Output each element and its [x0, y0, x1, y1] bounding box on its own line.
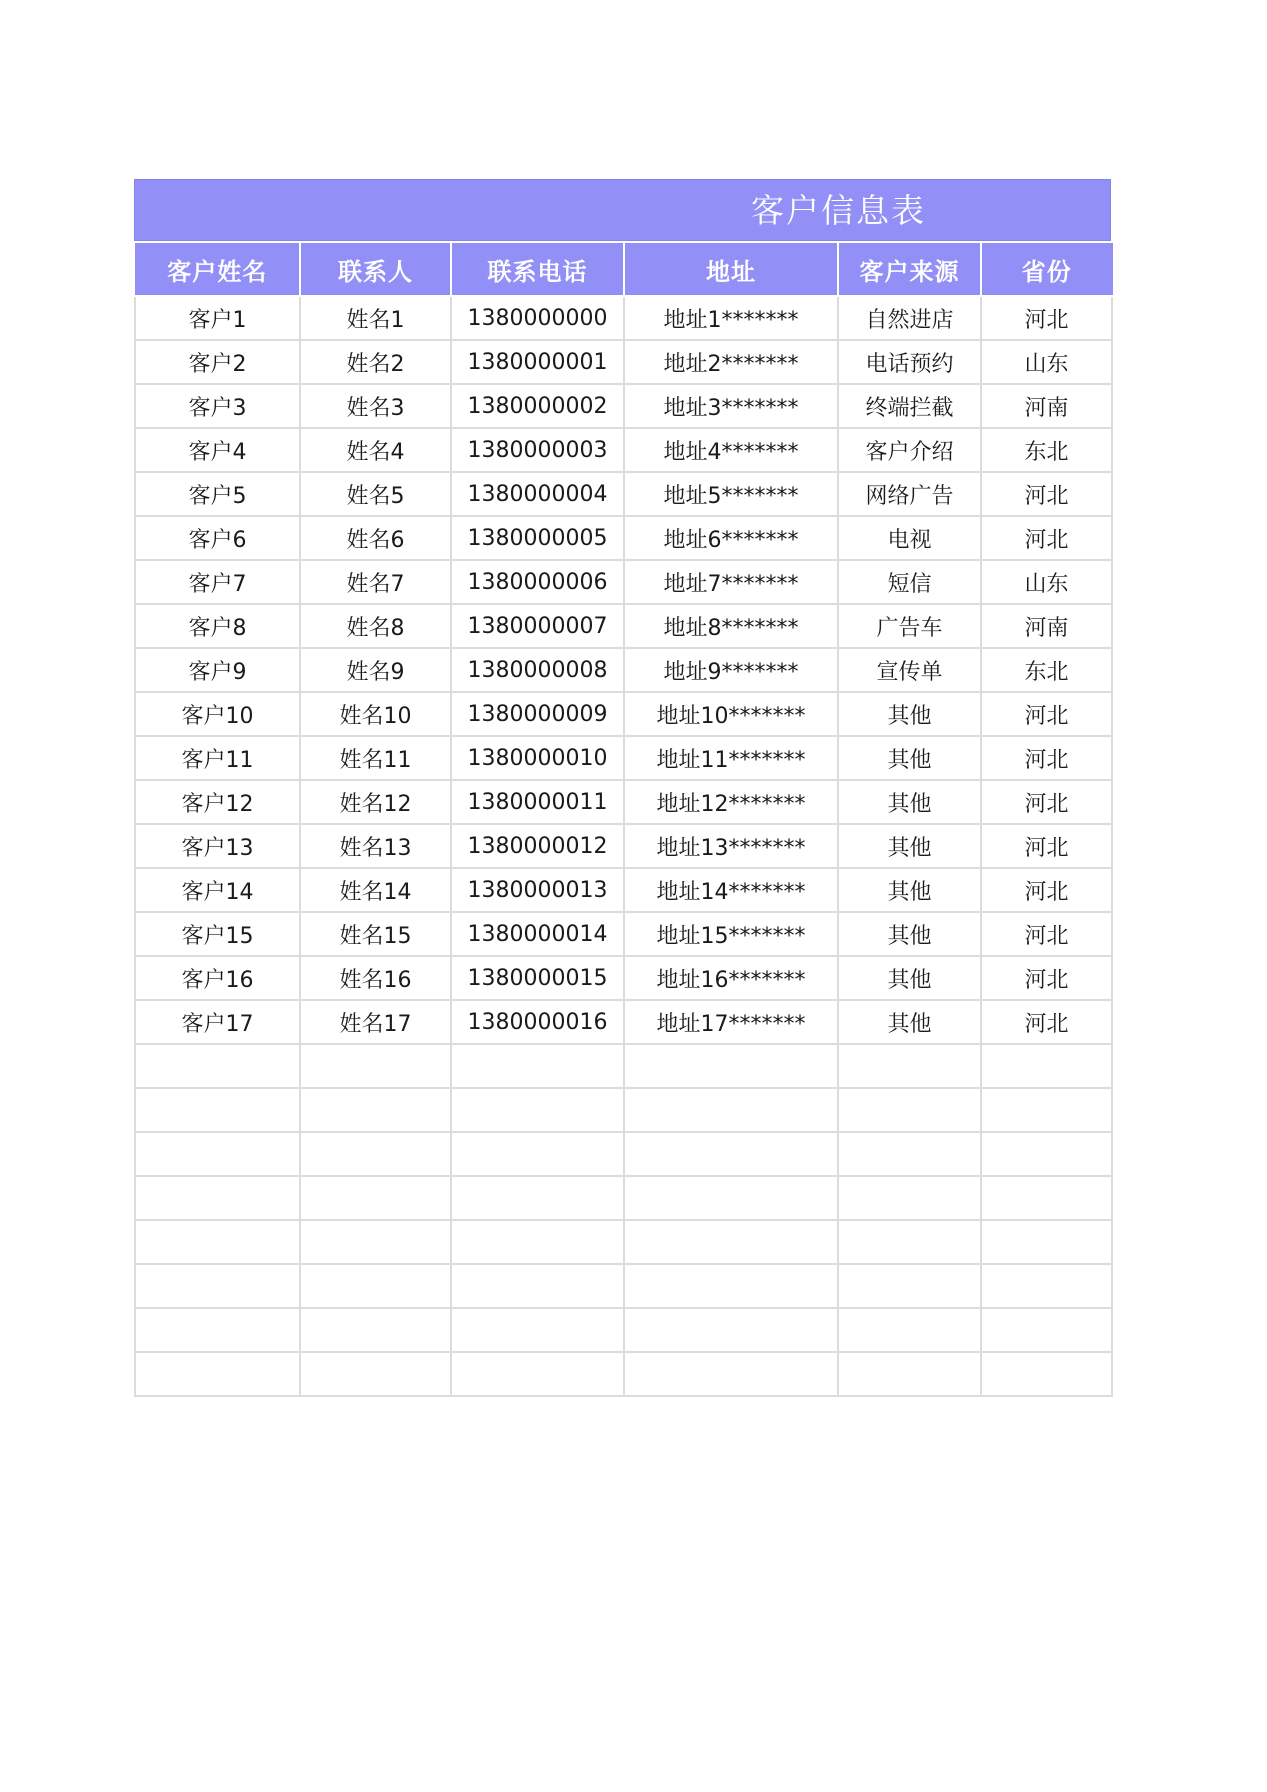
address-cell[interactable]: 地址13******* [624, 824, 838, 868]
phone-cell[interactable]: 1380000009 [451, 692, 624, 736]
phone-cell[interactable] [451, 1264, 624, 1308]
table-row [135, 428, 1112, 472]
customer-name-cell[interactable]: 客户17 [135, 1000, 300, 1044]
phone-cell[interactable]: 1380000010 [451, 736, 624, 780]
phone-cell[interactable] [451, 1176, 624, 1220]
contact-cell[interactable]: 姓名10 [300, 692, 451, 736]
table-row [135, 1176, 1112, 1220]
address-cell[interactable]: 地址10******* [624, 692, 838, 736]
contact-cell[interactable]: 姓名3 [300, 384, 451, 428]
contact-cell[interactable]: 姓名13 [300, 824, 451, 868]
source-cell[interactable]: 广告车 [838, 604, 981, 648]
address-cell[interactable]: 地址7******* [624, 560, 838, 604]
customer-name-cell[interactable]: 客户3 [135, 384, 300, 428]
table-row [135, 736, 1112, 780]
province-cell[interactable]: 河北 [981, 824, 1112, 868]
address-cell[interactable]: 地址4******* [624, 428, 838, 472]
source-cell[interactable] [838, 1044, 981, 1088]
address-cell[interactable]: 地址16******* [624, 956, 838, 1000]
table-row [135, 912, 1112, 956]
province-cell[interactable]: 东北 [981, 428, 1112, 472]
phone-cell[interactable]: 1380000003 [451, 428, 624, 472]
province-cell[interactable] [981, 1264, 1112, 1308]
contact-cell[interactable]: 姓名7 [300, 560, 451, 604]
phone-cell[interactable]: 1380000004 [451, 472, 624, 516]
province-cell[interactable] [981, 1176, 1112, 1220]
contact-cell[interactable]: 姓名16 [300, 956, 451, 1000]
address-cell[interactable]: 地址12******* [624, 780, 838, 824]
source-cell[interactable]: 自然进店 [838, 296, 981, 340]
contact-cell[interactable] [300, 1132, 451, 1176]
contact-cell[interactable] [300, 1088, 451, 1132]
contact-cell[interactable]: 姓名11 [300, 736, 451, 780]
sheet-title: 客户信息表 [751, 191, 926, 230]
province-cell[interactable]: 河北 [981, 736, 1112, 780]
contact-cell[interactable]: 姓名5 [300, 472, 451, 516]
customer-name-cell[interactable]: 客户15 [135, 912, 300, 956]
customer-name-cell[interactable] [135, 1264, 300, 1308]
source-cell[interactable]: 其他 [838, 824, 981, 868]
source-cell[interactable] [838, 1176, 981, 1220]
contact-cell[interactable]: 姓名1 [300, 296, 451, 340]
phone-cell[interactable] [451, 1308, 624, 1352]
source-cell[interactable]: 电话预约 [838, 340, 981, 384]
phone-cell[interactable] [451, 1220, 624, 1264]
header-phone[interactable]: 联系电话 [451, 243, 624, 296]
table-row [135, 296, 1112, 340]
table-row [135, 1220, 1112, 1264]
table-row [135, 340, 1112, 384]
province-cell[interactable]: 河北 [981, 868, 1112, 912]
source-cell[interactable]: 其他 [838, 912, 981, 956]
title-bar [134, 179, 1111, 241]
contact-cell[interactable]: 姓名15 [300, 912, 451, 956]
province-cell[interactable]: 山东 [981, 560, 1112, 604]
phone-cell[interactable]: 1380000011 [451, 780, 624, 824]
phone-cell[interactable]: 1380000007 [451, 604, 624, 648]
source-cell[interactable]: 客户介绍 [838, 428, 981, 472]
address-cell[interactable] [624, 1088, 838, 1132]
table-row [135, 516, 1112, 560]
table-row [135, 384, 1112, 428]
phone-cell[interactable] [451, 1132, 624, 1176]
source-cell[interactable]: 其他 [838, 956, 981, 1000]
customer-name-cell[interactable]: 客户14 [135, 868, 300, 912]
province-cell[interactable]: 河北 [981, 296, 1112, 340]
province-cell[interactable]: 河北 [981, 516, 1112, 560]
contact-cell[interactable]: 姓名6 [300, 516, 451, 560]
table-row [135, 1044, 1112, 1088]
table-row [135, 1132, 1112, 1176]
province-cell[interactable]: 河北 [981, 912, 1112, 956]
source-cell[interactable]: 其他 [838, 1000, 981, 1044]
contact-cell[interactable] [300, 1352, 451, 1396]
contact-cell[interactable] [300, 1176, 451, 1220]
source-cell[interactable]: 网络广告 [838, 472, 981, 516]
province-cell[interactable]: 河南 [981, 384, 1112, 428]
customer-name-cell[interactable] [135, 1088, 300, 1132]
address-cell[interactable]: 地址17******* [624, 1000, 838, 1044]
address-cell[interactable]: 地址9******* [624, 648, 838, 692]
source-cell[interactable] [838, 1220, 981, 1264]
phone-cell[interactable]: 1380000001 [451, 340, 624, 384]
customer-info-sheet [134, 179, 1111, 1397]
table-row [135, 1088, 1112, 1132]
address-cell[interactable] [624, 1308, 838, 1352]
customer-name-cell[interactable] [135, 1044, 300, 1088]
source-cell[interactable]: 终端拦截 [838, 384, 981, 428]
customer-name-cell[interactable]: 客户4 [135, 428, 300, 472]
table-row [135, 1000, 1112, 1044]
table-row [135, 868, 1112, 912]
source-cell[interactable] [838, 1264, 981, 1308]
header-row [135, 243, 1112, 296]
source-cell[interactable]: 其他 [838, 736, 981, 780]
address-cell[interactable]: 地址2******* [624, 340, 838, 384]
province-cell[interactable] [981, 1220, 1112, 1264]
province-cell[interactable] [981, 1308, 1112, 1352]
customer-name-cell[interactable]: 客户5 [135, 472, 300, 516]
phone-cell[interactable]: 1380000005 [451, 516, 624, 560]
province-cell[interactable]: 东北 [981, 648, 1112, 692]
customer-name-cell[interactable] [135, 1220, 300, 1264]
address-cell[interactable]: 地址3******* [624, 384, 838, 428]
header-contact[interactable]: 联系人 [300, 243, 451, 296]
table-body [135, 296, 1112, 1396]
phone-cell[interactable]: 1380000015 [451, 956, 624, 1000]
table-row [135, 1352, 1112, 1396]
province-cell[interactable]: 河南 [981, 604, 1112, 648]
table-row [135, 648, 1112, 692]
phone-cell[interactable]: 1380000008 [451, 648, 624, 692]
address-cell[interactable]: 地址8******* [624, 604, 838, 648]
customer-name-cell[interactable]: 客户8 [135, 604, 300, 648]
contact-cell[interactable]: 姓名2 [300, 340, 451, 384]
province-cell[interactable]: 河北 [981, 472, 1112, 516]
phone-cell[interactable] [451, 1352, 624, 1396]
phone-cell[interactable]: 1380000002 [451, 384, 624, 428]
source-cell[interactable]: 短信 [838, 560, 981, 604]
address-cell[interactable] [624, 1132, 838, 1176]
table-row [135, 1308, 1112, 1352]
address-cell[interactable]: 地址1******* [624, 296, 838, 340]
customer-name-cell[interactable] [135, 1176, 300, 1220]
table-row [135, 604, 1112, 648]
province-cell[interactable]: 河北 [981, 956, 1112, 1000]
source-cell[interactable]: 其他 [838, 780, 981, 824]
contact-cell[interactable]: 姓名17 [300, 1000, 451, 1044]
phone-cell[interactable]: 1380000000 [451, 296, 624, 340]
table-row [135, 692, 1112, 736]
contact-cell[interactable] [300, 1264, 451, 1308]
phone-cell[interactable]: 1380000013 [451, 868, 624, 912]
province-cell[interactable] [981, 1044, 1112, 1088]
customer-name-cell[interactable] [135, 1132, 300, 1176]
address-cell[interactable]: 地址14******* [624, 868, 838, 912]
header-source[interactable]: 客户来源 [838, 243, 981, 296]
table-row [135, 824, 1112, 868]
source-cell[interactable] [838, 1308, 981, 1352]
customer-name-cell[interactable]: 客户6 [135, 516, 300, 560]
customer-name-cell[interactable]: 客户2 [135, 340, 300, 384]
contact-cell[interactable] [300, 1044, 451, 1088]
province-cell[interactable] [981, 1132, 1112, 1176]
province-cell[interactable]: 河北 [981, 1000, 1112, 1044]
header-customer-name[interactable]: 客户姓名 [135, 243, 300, 296]
table-row [135, 560, 1112, 604]
customer-name-cell[interactable]: 客户12 [135, 780, 300, 824]
address-cell[interactable] [624, 1264, 838, 1308]
province-cell[interactable] [981, 1088, 1112, 1132]
phone-cell[interactable] [451, 1088, 624, 1132]
table-row [135, 1264, 1112, 1308]
customer-name-cell[interactable]: 客户1 [135, 296, 300, 340]
phone-cell[interactable]: 1380000016 [451, 1000, 624, 1044]
contact-cell[interactable]: 姓名9 [300, 648, 451, 692]
address-cell[interactable] [624, 1352, 838, 1396]
customer-name-cell[interactable]: 客户13 [135, 824, 300, 868]
province-cell[interactable]: 河北 [981, 692, 1112, 736]
phone-cell[interactable] [451, 1044, 624, 1088]
province-cell[interactable] [981, 1352, 1112, 1396]
customer-name-cell[interactable] [135, 1308, 300, 1352]
table-row [135, 472, 1112, 516]
source-cell[interactable] [838, 1352, 981, 1396]
phone-cell[interactable]: 1380000012 [451, 824, 624, 868]
address-cell[interactable]: 地址6******* [624, 516, 838, 560]
province-cell[interactable]: 山东 [981, 340, 1112, 384]
address-cell[interactable]: 地址11******* [624, 736, 838, 780]
province-cell[interactable]: 河北 [981, 780, 1112, 824]
table-row [135, 956, 1112, 1000]
table-row [135, 780, 1112, 824]
address-cell[interactable] [624, 1220, 838, 1264]
customer-name-cell[interactable]: 客户10 [135, 692, 300, 736]
contact-cell[interactable] [300, 1308, 451, 1352]
customer-name-cell[interactable]: 客户11 [135, 736, 300, 780]
address-cell[interactable] [624, 1044, 838, 1088]
contact-cell[interactable]: 姓名14 [300, 868, 451, 912]
customer-table [134, 243, 1113, 1397]
source-cell[interactable]: 宣传单 [838, 648, 981, 692]
customer-name-cell[interactable]: 客户9 [135, 648, 300, 692]
header-address[interactable]: 地址 [624, 243, 838, 296]
address-cell[interactable]: 地址5******* [624, 472, 838, 516]
customer-name-cell[interactable]: 客户7 [135, 560, 300, 604]
customer-name-cell[interactable]: 客户16 [135, 956, 300, 1000]
contact-cell[interactable]: 姓名12 [300, 780, 451, 824]
phone-cell[interactable]: 1380000014 [451, 912, 624, 956]
source-cell[interactable]: 其他 [838, 868, 981, 912]
address-cell[interactable] [624, 1176, 838, 1220]
address-cell[interactable]: 地址15******* [624, 912, 838, 956]
contact-cell[interactable] [300, 1220, 451, 1264]
source-cell[interactable] [838, 1132, 981, 1176]
contact-cell[interactable]: 姓名8 [300, 604, 451, 648]
source-cell[interactable]: 其他 [838, 692, 981, 736]
contact-cell[interactable]: 姓名4 [300, 428, 451, 472]
source-cell[interactable]: 电视 [838, 516, 981, 560]
customer-name-cell[interactable] [135, 1352, 300, 1396]
header-province[interactable]: 省份 [981, 243, 1112, 296]
phone-cell[interactable]: 1380000006 [451, 560, 624, 604]
source-cell[interactable] [838, 1088, 981, 1132]
